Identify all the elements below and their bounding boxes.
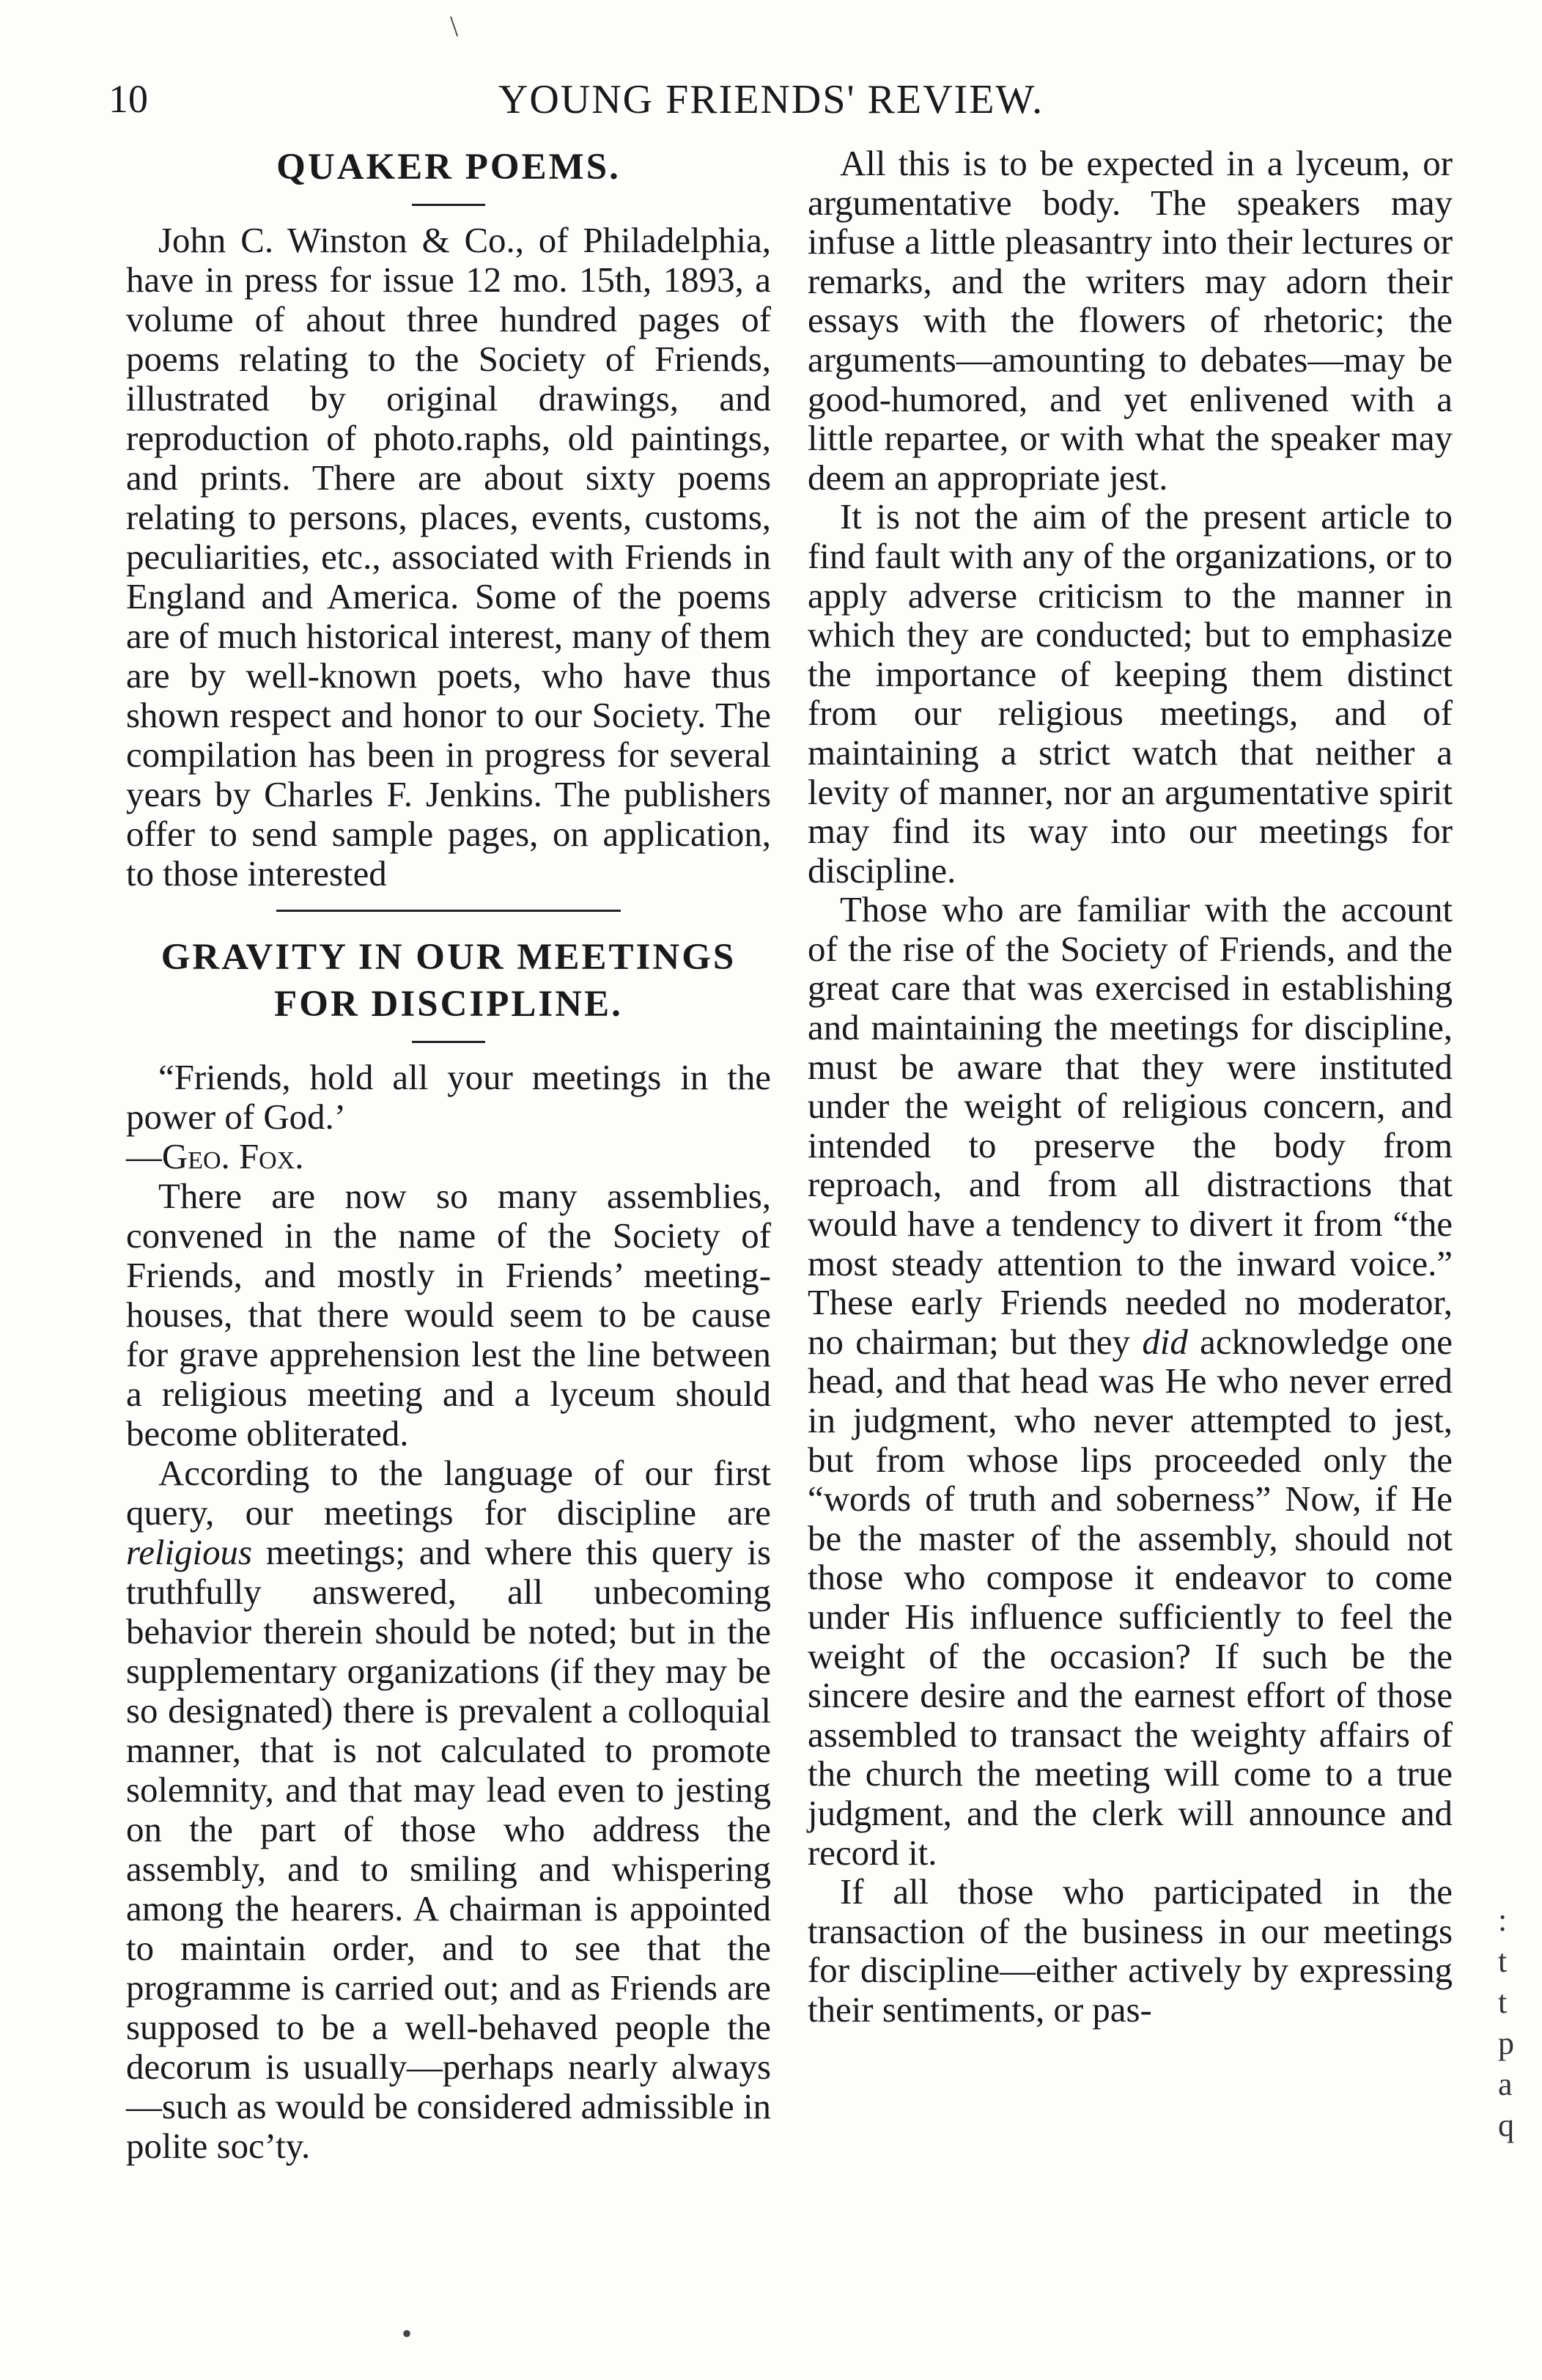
gravity-title-line2: FOR DISCIPLINE.	[274, 984, 623, 1025]
title-rule	[412, 1041, 485, 1043]
text-run: According to the language of our first query, our meetings for discipline are	[126, 1453, 771, 1533]
italic-word: did	[1142, 1321, 1188, 1362]
text-run: meetings; and where this query is truthfully answered, all unbecoming behavior therein should be noted; but in the supplementary organizations (if they may be so designated) there is prevalent a colloquial manner, that is not calculated to promote solemnity, and that may lead even to jesting on the part of those who address the assembly, and to smiling and whispering among the hearers. A chairman is appointed to maintain order, and to see that the programme is carried out; and as Friends are supposed to be a well-behaved people the decorum is usually—perhaps nearly always—such as would be considered admissible in polite soc’ty.	[126, 1532, 771, 2166]
right-paragraph-2: It is not the aim of the present article to find fault with any of the organizations, or to apply adverse criticism to the manner in which they are conducted; but to emphasize the importance of keeping them distinct from our religious meetings, and of maintaining a strict watch that neither a levity of manner, nor an argumentative spirit may find its way into our meetings for discipline.	[808, 496, 1453, 891]
margin-fragment: p	[1498, 2025, 1514, 2061]
margin-fragments	[1498, 1900, 1527, 2146]
right-column	[808, 144, 1453, 2030]
text-run: acknowledge one head, and that head was He who never erred in judgment, who never attempted to jest, but from whose lips proceeded only the “words of truth and soberness” Now, if He be the master of the assembly, should not those who compose it endeavor to come under His influence sufficiently to feel the weight of the occasion? If such be the sincere desire and the earnest effort of those assembled to transact the weighty affairs of the church the meeting will come to a true judgment, and the clerk will announce and record it.	[808, 1321, 1453, 1873]
margin-fragment: t	[1498, 1984, 1508, 2020]
margin-fragment: t	[1498, 1943, 1508, 1979]
stray-mark: •	[402, 2317, 413, 2350]
page-number: 10	[108, 77, 148, 121]
gravity-title-line1: GRAVITY IN OUR MEETINGS	[161, 937, 737, 978]
epigraph: “Friends, hold all your meetings in the power of God.’	[126, 1057, 771, 1137]
margin-fragment: q	[1498, 2107, 1514, 2143]
quaker-poems-body: John C. Winston & Co., of Philadelphia, have in press for issue 12 mo. 15th, 1893, a volume of ahout three hundred pages of poems relating to the Society of Friends, illustrated by original drawings, and reproduction of photo.raphs, old paintings, and prints. There are about sixty poems relating to persons, places, events, customs, peculiarities, etc., associated with Friends in England and America. Some of the poems are of much historical interest, many of them are by well-known poets, who have thus shown respect and honor to our Society. The compilation has been in progress for several years by Charles F. Jenkins. The publishers offer to send sample pages, on application, to those interested	[126, 220, 771, 894]
epigraph-attribution: —Geo. Fox.	[126, 1136, 304, 1176]
gravity-paragraph-2	[126, 1454, 771, 2166]
quaker-poems-title: QUAKER POEMS.	[276, 147, 621, 188]
left-column	[126, 144, 771, 2166]
right-paragraph-1: All this is to be expected in a lyceum, or argumentative body. The speakers may infuse a little pleasantry into their lectures or remarks, and the writers may adorn their essays with the flowers of rhetoric; the arguments—amounting to debates—may be good-humored, and yet enlivened with a little repartee, or with what the speaker may deem an appropriate jest.	[808, 143, 1453, 498]
text-run: Those who are familiar with the account of the rise of the Society of Friends, and the great care that was exercised in establishing and maintaining the meetings for discipline, must be aware that they were instituted under the weight of religious concern, and intended to preserve the body from reproach, and from all distractions that would have a tendency to divert it from “the most steady attention to the inward voice.” These early Friends needed no moderator, no chairman; but they	[808, 889, 1453, 1362]
running-title: YOUNG FRIENDS' REVIEW.	[498, 77, 1044, 122]
italic-word: religious	[126, 1532, 253, 1572]
right-paragraph-4: If all those who participated in the transaction of the business in our meetings for discipline—either actively by expressing their sentiments, or pas-	[808, 1871, 1453, 2030]
section-divider	[276, 910, 621, 912]
right-paragraph-3	[808, 890, 1453, 1872]
title-rule	[412, 204, 485, 206]
stray-mark: \	[450, 10, 459, 43]
gravity-paragraph-1: There are now so many assemblies, convened in the name of the Society of Friends, and mostly in Friends’ meeting-houses, that there would seem to be cause for grave apprehension lest the line between a religious meeting and a lyceum should become obliterated.	[126, 1176, 771, 1454]
margin-fragment: :	[1498, 1902, 1508, 1938]
margin-fragment: a	[1498, 2066, 1513, 2102]
